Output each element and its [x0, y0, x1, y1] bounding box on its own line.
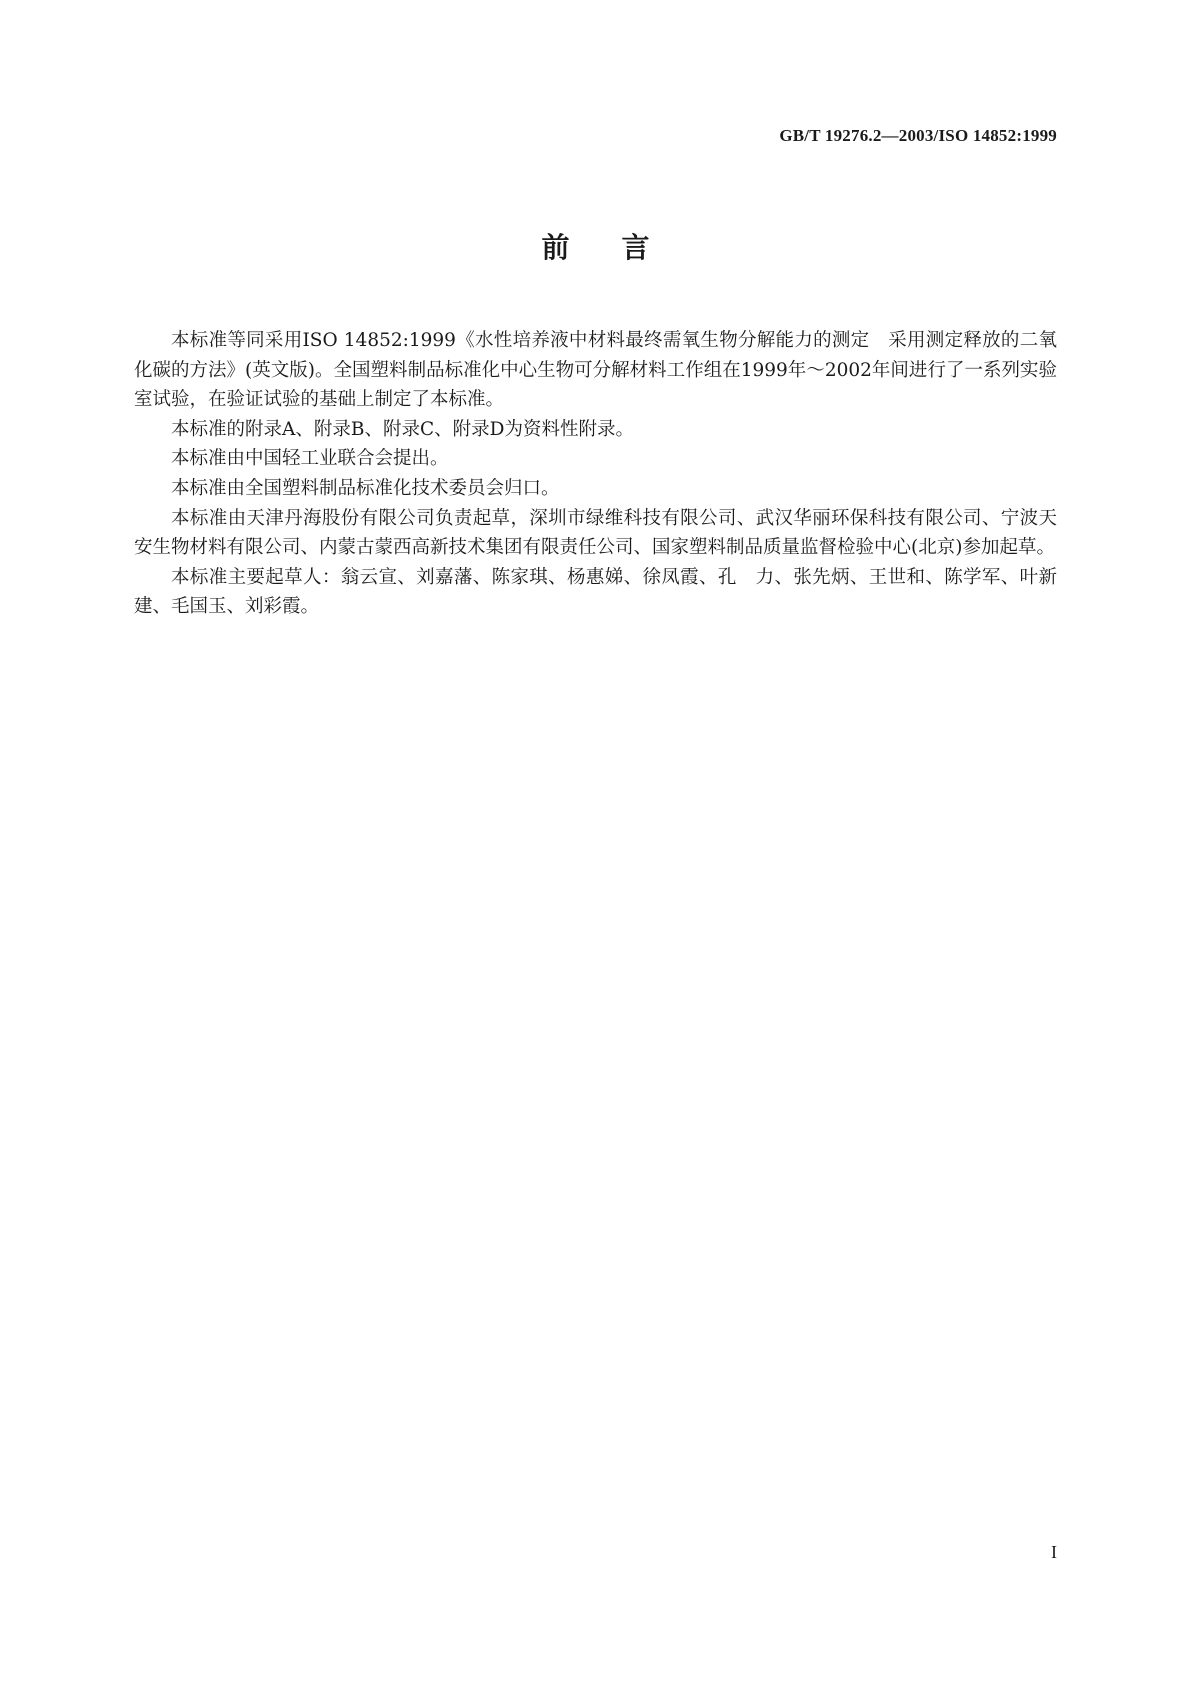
page-title: 前言	[541, 231, 702, 264]
paragraph-adoption: 本标准等同采用ISO 14852:1999《水性培养液中材料最终需氧生物分解能力的测定 采用测定释放的二氧化碳的方法》(英文版)。全国塑料制品标准化中心生物可分解材料工作组在1999年～2002年间进行了一系列实验室试验，在验证试验的基础上制定了本标准。	[134, 330, 1057, 411]
paragraph-annexes: 本标准的附录A、附录B、附录C、附录D为资料性附录。	[171, 418, 634, 440]
paragraph-centralized-by: 本标准由全国塑料制品标准化技术委员会归口。	[171, 477, 560, 499]
paragraph-drafting-organizations: 本标准由天津丹海股份有限公司负责起草，深圳市绿维科技有限公司、武汉华丽环保科技有限公司、宁波天安生物材料有限公司、内蒙古蒙西高新技术集团有限责任公司、国家塑料制品质量监督检验中心(北京)参加起草。	[134, 507, 1057, 559]
foreword-body	[134, 326, 1057, 622]
page-number: I	[1051, 1542, 1057, 1562]
paragraph-drafters: 本标准主要起草人：翁云宣、刘嘉藩、陈家琪、杨惠娣、徐凤霞、孔 力、张先炳、王世和、陈学军、叶新建、毛国玉、刘彩霞。	[134, 566, 1057, 618]
standard-code: GB/T 19276.2—2003/ISO 14852:1999	[779, 126, 1057, 145]
paragraph-proposed-by: 本标准由中国轻工业联合会提出。	[171, 448, 449, 470]
